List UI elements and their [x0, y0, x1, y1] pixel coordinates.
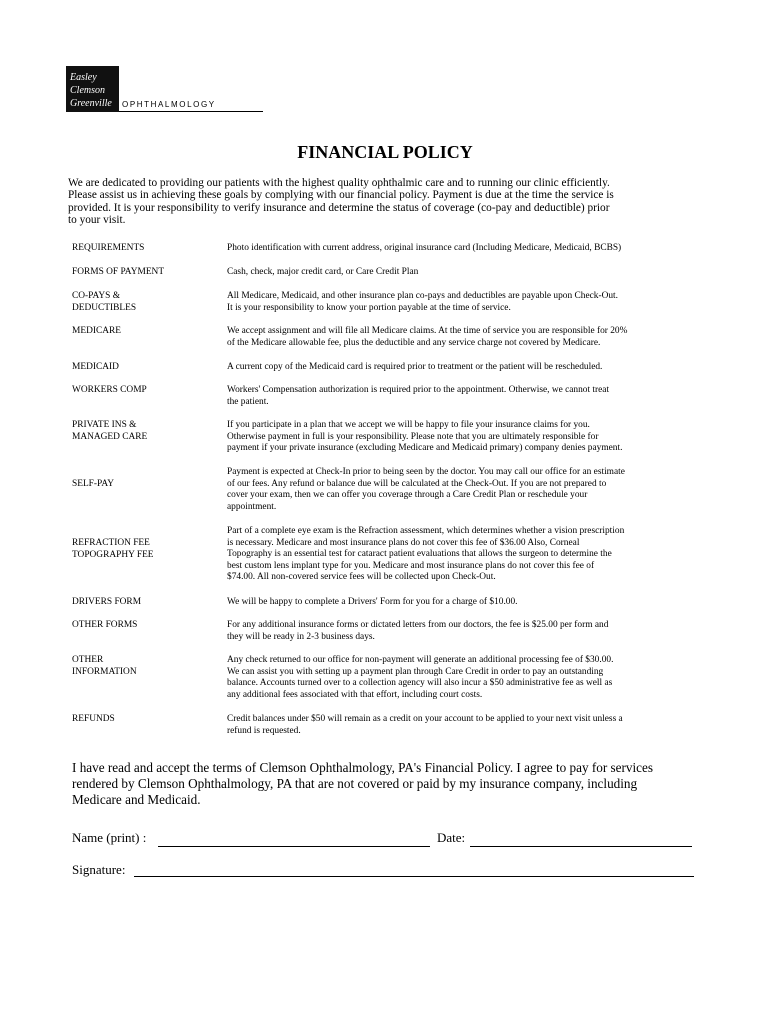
- logo-line-easley: Easley: [70, 72, 97, 83]
- intro-line: Please assist us in achieving these goals by complying with our financial policy. Payment is due at the time the service is: [68, 189, 614, 202]
- policy-text: We will be happy to complete a Drivers' Form for you for a charge of $10.00.: [227, 597, 518, 607]
- signature-label: Signature:: [72, 862, 126, 877]
- policy-text: All Medicare, Medicaid, and other insurance plan co-pays and deductibles are payable upon Check-Out. It is your responsibility to know your portion payable at the time of service.: [227, 291, 619, 313]
- policy-label: MEDICARE: [72, 326, 121, 336]
- acceptance-statement: [72, 760, 712, 808]
- policy-text: Credit balances under $50 will remain as a credit on your account to be applied to your next visit unless a refund is requested.: [227, 714, 623, 736]
- logo-subtitle: OPHTHALMOLOGY: [122, 100, 216, 109]
- policy-label: WORKERS COMP: [72, 385, 147, 395]
- policy-text: We accept assignment and will file all Medicare claims. At the time of service you are responsible for 20% of the Medicare allowable fee, plus the deductible and any service charge not covered by Medicare.: [227, 326, 628, 348]
- policy-text: For any additional insurance forms or dictated letters from our doctors, the fee is $25.00 per form and they will be ready in 2-3 business days.: [227, 620, 609, 642]
- policy-label: DRIVERS FORM: [72, 597, 142, 607]
- intro-paragraph: [68, 177, 708, 226]
- policy-label: REFUNDS: [72, 714, 115, 724]
- logo-rule: [119, 111, 263, 112]
- acceptance-line: rendered by Clemson Ophthalmology, PA that are not covered or paid by my insurance company, including: [72, 776, 638, 791]
- policy-label: OTHER INFORMATION: [72, 655, 137, 677]
- policy-label: SELF-PAY: [72, 479, 115, 489]
- policy-text: A current copy of the Medicaid card is required prior to treatment or the patient will be rescheduled.: [227, 362, 603, 372]
- name-field[interactable]: [158, 846, 430, 847]
- policy-label: MEDICAID: [72, 362, 119, 372]
- policy-text: Payment is expected at Check-In prior to being seen by the doctor. You may call our office for an estimate of our fees. Any refund or balance due will be calculated at the Check-Out. If you are not prepared to cover your exam, then we can offer you coverage through a Care Credit Plan or reschedule your appointment.: [227, 467, 625, 512]
- name-label: Name (print) :: [72, 830, 147, 845]
- policy-text: Cash, check, major credit card, or Care Credit Plan: [227, 267, 419, 277]
- date-field[interactable]: [470, 846, 692, 847]
- policy-text: If you participate in a plan that we accept we will be happy to file your insurance claims for you. Otherwise payment in full is your responsibility. Please note that you are ultimately responsible for payment if your private insurance (excluding Medicare and Medicaid primary) company denies payment.: [227, 420, 623, 453]
- policy-text: Part of a complete eye exam is the Refraction assessment, which determines whether a vision prescription is necessary. Medicare and most insurance plans do not cover this fee of $36.00 Also, Corneal Topography is an essential test for cataract patient evaluations that allows the surgeon to determine the best custom lens implant type for you. Medicare and most insurance plans do not cover this fee of $74.00. All non-covered service fees will be collected upon Check-Out.: [227, 526, 625, 582]
- policy-label: REFRACTION FEE TOPOGRAPHY FEE: [72, 538, 154, 560]
- policy-label: PRIVATE INS & MANAGED CARE: [72, 420, 148, 442]
- practice-logo: [66, 66, 216, 112]
- logo-line-greenville: Greenville: [70, 98, 112, 109]
- acceptance-line: Medicare and Medicaid.: [72, 792, 201, 807]
- policy-label: REQUIREMENTS: [72, 243, 145, 253]
- policy-label: OTHER FORMS: [72, 620, 138, 630]
- acceptance-line: I have read and accept the terms of Clemson Ophthalmology, PA's Financial Policy. I agree to pay for services: [72, 760, 653, 775]
- date-label: Date:: [437, 830, 466, 845]
- document-title: FINANCIAL POLICY: [297, 142, 473, 162]
- intro-line: We are dedicated to providing our patients with the highest quality ophthalmic care and to running our clinic efficiently.: [68, 177, 610, 189]
- policy-text: Photo identification with current address, original insurance card (Including Medicare, Medicaid, BCBS): [227, 243, 622, 253]
- policy-label: CO-PAYS & DEDUCTIBLES: [72, 291, 137, 313]
- policy-text: Any check returned to our office for non-payment will generate an additional processing fee of $30.00. We can assist you with setting up a payment plan through Care Credit in order to pay an outstanding balance. Accounts turned over to a collection agency will also incur a $50 administrative fee as well as any additional fees associated with that effort, including court costs.: [227, 655, 614, 700]
- policy-text: Workers' Compensation authorization is required prior to the appointment. Otherwise, we cannot treat the patient.: [227, 385, 610, 407]
- signature-field[interactable]: [134, 876, 694, 877]
- logo-mark: [66, 66, 119, 112]
- policy-label: FORMS OF PAYMENT: [72, 267, 165, 277]
- intro-line: provided. It is your responsibility to verify insurance and determine the status of coverage (co-pay and deductible) prior: [68, 201, 610, 214]
- logo-line-clemson: Clemson: [70, 85, 105, 96]
- intro-line: to your visit.: [68, 213, 126, 226]
